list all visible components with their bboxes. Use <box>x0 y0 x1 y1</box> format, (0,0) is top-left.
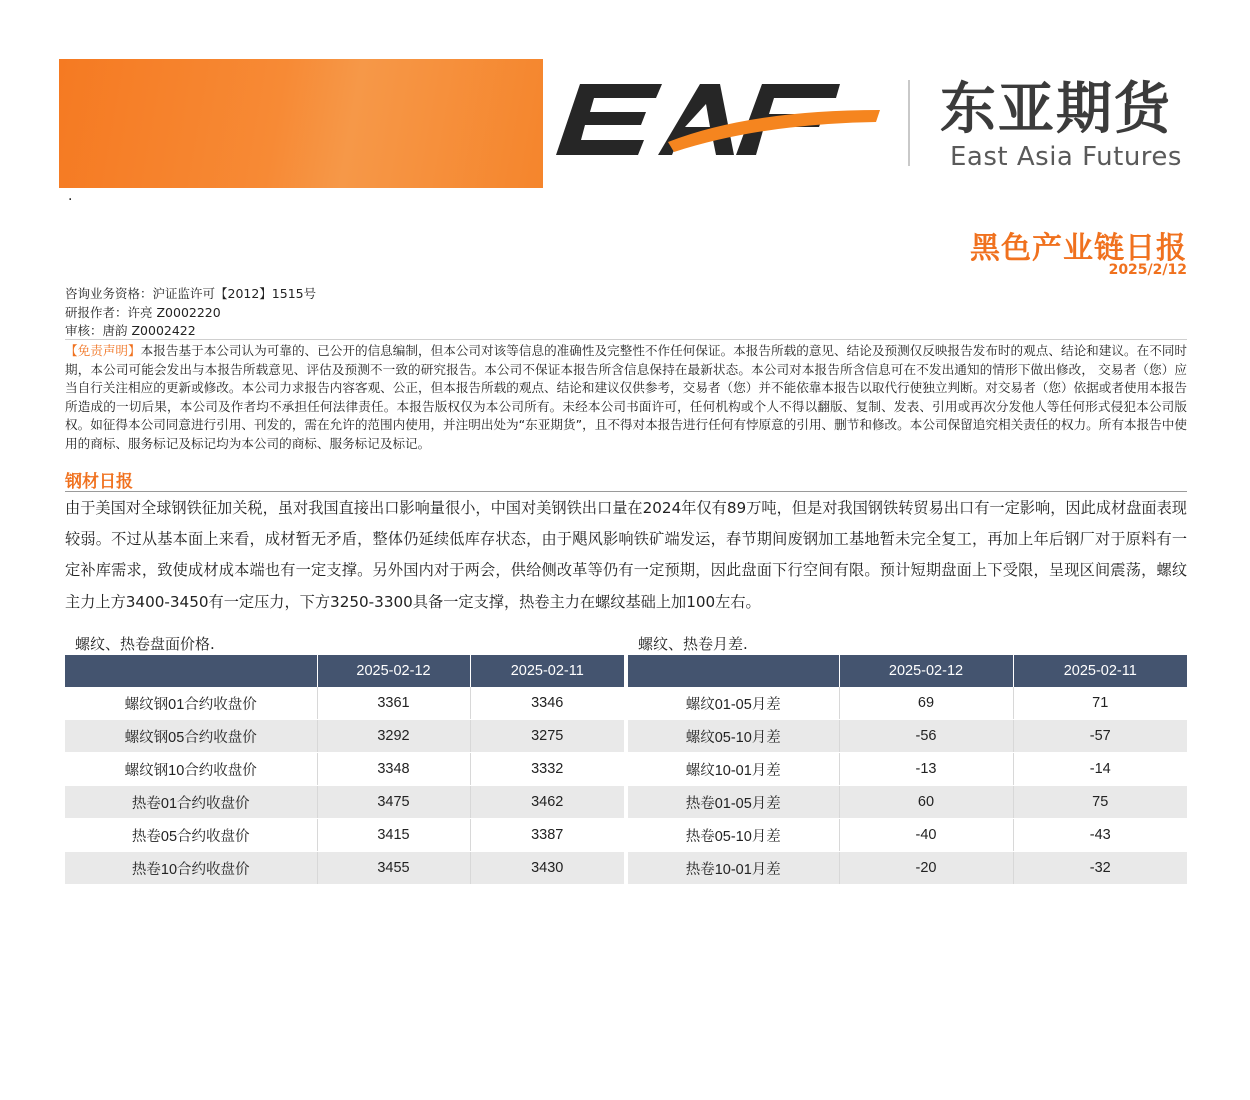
table-cell: 3346 <box>470 687 624 720</box>
report-title: 黑色产业链日报 <box>970 231 1187 266</box>
table-cell: 热卷10-01月差 <box>628 852 839 885</box>
disclaimer-text: 本报告基于本公司认为可靠的、已公开的信息编制，但本公司对该等信息的准确性及完整性不作任何保证。本报告所载的意见、结论及预测仅反映报告发布时的观点、结论和建议。在不同时期，本公司可能会发出与本报告所载意见、评估及预测不一致的研究报告。本公司不保证本报告所含信息保持在最新状态。本公司对本报告所含信息可在不发出通知的情形下做出修改， 交易者（您）应当自行关注相应的更新或修改。本公司力求报告内容客观、公正，但本报告所载的观点、结论和建议仅供参考，交易者（您）并不能依靠本报告以取代行使独立判断。对交易者（您）依据或者使用本报告所造成的一切后果，本公司及作者均不承担任何法律责任。本报告版权仅为本公司所有。未经本公司书面许可，任何机构或个人不得以翻版、复制、发表、引用或再次分发他人等任何形式侵犯本公司版权。如征得本公司同意进行引用、刊发的，需在允许的范围内使用，并注明出处为“东亚期货”，且不得对本报告进行任何有悖原意的引用、删节和修改。本公司保留追究相关责任的权力。所有本报告中使用的商标、服务标记及标记均为本公司的商标、服务标记及标记。 <box>65 343 1188 451</box>
price-table <box>65 655 624 885</box>
table-row <box>628 687 1187 720</box>
price-table-caption: 螺纹、热卷盘面价格. <box>75 635 215 653</box>
table-header-cell: 2025-02-11 <box>470 655 624 687</box>
company-name-en: East Asia Futures <box>950 142 1182 172</box>
table-cell: -40 <box>839 819 1013 852</box>
table-cell: 热卷01-05月差 <box>628 786 839 819</box>
table-row <box>65 720 624 753</box>
table-cell: 螺纹钢10合约收盘价 <box>65 753 317 786</box>
table-cell: 3462 <box>470 786 624 819</box>
table-cell: 60 <box>839 786 1013 819</box>
table-cell: 75 <box>1013 786 1187 819</box>
table-cell: 热卷10合约收盘价 <box>65 852 317 885</box>
table-cell: 3455 <box>317 852 470 885</box>
table-cell: 3348 <box>317 753 470 786</box>
table-cell: -20 <box>839 852 1013 885</box>
table-cell: 3292 <box>317 720 470 753</box>
table-cell: -56 <box>839 720 1013 753</box>
table-row <box>628 720 1187 753</box>
table-row <box>628 786 1187 819</box>
table-cell: 螺纹05-10月差 <box>628 720 839 753</box>
table-cell: -13 <box>839 753 1013 786</box>
table-cell: -14 <box>1013 753 1187 786</box>
table-cell: 热卷05-10月差 <box>628 819 839 852</box>
table-header-cell: 2025-02-11 <box>1013 655 1187 687</box>
table-cell: 3415 <box>317 819 470 852</box>
table-cell: 螺纹钢01合约收盘价 <box>65 687 317 720</box>
stray-dot: . <box>68 188 73 204</box>
eaf-logo-icon <box>550 72 885 172</box>
table-row <box>65 819 624 852</box>
table-header-row <box>65 655 624 687</box>
spread-table-caption: 螺纹、热卷月差. <box>638 635 748 653</box>
table-cell: 3387 <box>470 819 624 852</box>
table-cell: 螺纹01-05月差 <box>628 687 839 720</box>
table-cell: 69 <box>839 687 1013 720</box>
reviewer-line: 审核：唐韵 Z0002422 <box>65 323 196 338</box>
section-title: 钢材日报 <box>65 472 133 492</box>
table-cell: 3332 <box>470 753 624 786</box>
table-cell: 热卷01合约收盘价 <box>65 786 317 819</box>
table-cell: -57 <box>1013 720 1187 753</box>
table-row <box>628 852 1187 885</box>
company-name-cn: 东亚期货 <box>940 77 1172 142</box>
logo-divider <box>908 80 910 166</box>
table-cell: 螺纹钢05合约收盘价 <box>65 720 317 753</box>
table-row <box>65 852 624 885</box>
author-line: 研报作者：许亮 Z0002220 <box>65 305 221 320</box>
section-heading <box>65 467 1187 492</box>
table-cell: 3275 <box>470 720 624 753</box>
table-cell: 螺纹10-01月差 <box>628 753 839 786</box>
disclaimer <box>65 339 1187 454</box>
table-header-cell: 2025-02-12 <box>839 655 1013 687</box>
report-date: 2025/2/12 <box>1108 262 1187 278</box>
table-row <box>628 753 1187 786</box>
table-cell: 3361 <box>317 687 470 720</box>
section-body: 由于美国对全球钢铁征加关税，虽对我国直接出口影响量很小，中国对美钢铁出口量在2024年仅有89万吨，但是对我国钢铁转贸易出口有一定影响，因此成材盘面表现较弱。不过从基本面上来看，成材暂无矛盾，整体仍延续低库存状态，由于飓风影响铁矿端发运，春节期间废钢加工基地暂未完全复工，再加上年后钢厂对于原料有一定补库需求，致使成材成本端也有一定支撑。另外国内对于两会，供给侧改革等仍有一定预期，因此盘面下行空间有限。预计短期盘面上下受限，呈现区间震荡，螺纹主力上方3400-3450有一定压力，下方3250-3300具备一定支撑，热卷主力在螺纹基础上加100左右。 <box>65 499 1187 611</box>
table-cell: 71 <box>1013 687 1187 720</box>
table-header-cell <box>628 655 839 687</box>
table-row <box>65 753 624 786</box>
table-row <box>65 687 624 720</box>
table-header-cell: 2025-02-12 <box>317 655 470 687</box>
table-cell: -32 <box>1013 852 1187 885</box>
table-row <box>628 819 1187 852</box>
table-cell: -43 <box>1013 819 1187 852</box>
disclaimer-tag: 【免责声明】 <box>65 343 141 358</box>
header-orange-banner <box>59 59 543 188</box>
table-cell: 热卷05合约收盘价 <box>65 819 317 852</box>
table-row <box>65 786 624 819</box>
table-cell: 3430 <box>470 852 624 885</box>
table-header-cell <box>65 655 317 687</box>
license-line: 咨询业务资格：沪证监许可【2012】1515号 <box>65 286 317 301</box>
spread-table <box>628 655 1187 885</box>
table-header-row <box>628 655 1187 687</box>
table-cell: 3475 <box>317 786 470 819</box>
